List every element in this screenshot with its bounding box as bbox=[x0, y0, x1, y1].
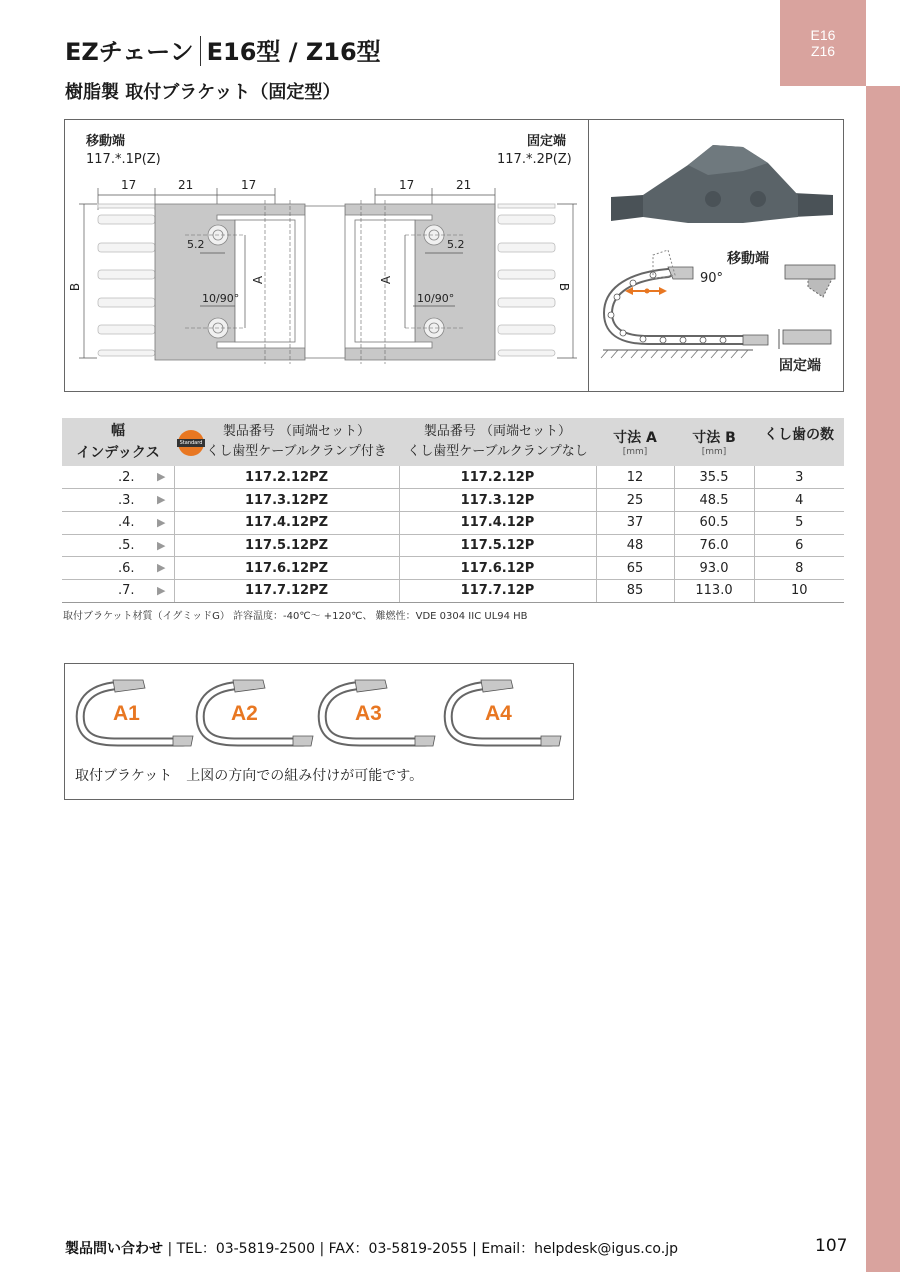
row-index-text: .5. bbox=[118, 537, 135, 553]
tab-line-2: Z16 bbox=[810, 43, 836, 59]
row-part-with-clamp: 117.7.12PZ bbox=[174, 579, 399, 602]
footer-contact bbox=[65, 1238, 678, 1258]
row-dim-b: 60.5 bbox=[674, 511, 754, 534]
row-index-text: .7. bbox=[118, 583, 135, 599]
row-teeth: 3 bbox=[754, 466, 844, 489]
section-tab[interactable] bbox=[780, 0, 866, 86]
row-part-without-clamp: 117.7.12P bbox=[399, 579, 596, 602]
side-rail bbox=[866, 86, 900, 1272]
row-arrow-icon: ▶ bbox=[157, 470, 166, 483]
row-index bbox=[62, 534, 174, 557]
th-col2-l1: 製品番号 （両端セット） bbox=[423, 424, 572, 439]
row-part-with-clamp: 117.5.12PZ bbox=[174, 534, 399, 557]
row-arrow-icon: ▶ bbox=[157, 561, 166, 575]
table-row bbox=[62, 511, 844, 534]
row-arrow-icon: ▶ bbox=[157, 538, 166, 552]
row-index bbox=[62, 511, 174, 534]
page-subtitle: 樹脂製 取付ブラケット（固定型） bbox=[65, 82, 341, 103]
row-part-with-clamp: 117.4.12PZ bbox=[174, 511, 399, 534]
orientation-a3: A3 bbox=[355, 702, 382, 725]
row-part-without-clamp: 117.6.12P bbox=[399, 557, 596, 580]
th-col1-l2: くし歯型ケーブルクランプ付き bbox=[206, 444, 387, 459]
row-dim-a: 48 bbox=[596, 534, 674, 557]
orientation-a1: A1 bbox=[113, 702, 140, 725]
row-index bbox=[62, 557, 174, 580]
row-part-with-clamp: 117.3.12PZ bbox=[174, 489, 399, 512]
row-dim-b: 48.5 bbox=[674, 489, 754, 512]
row-index bbox=[62, 466, 174, 489]
dim-21-right: 21 bbox=[456, 178, 472, 192]
dim-21-left: 21 bbox=[178, 178, 194, 192]
row-teeth: 10 bbox=[754, 579, 844, 602]
th-width-l1: 幅 bbox=[111, 423, 125, 439]
th-col1-l1: 製品番号 （両端セット） bbox=[222, 424, 371, 439]
row-index-text: .6. bbox=[118, 560, 135, 576]
row-dim-a: 37 bbox=[596, 511, 674, 534]
row-dim-a: 85 bbox=[596, 579, 674, 602]
dim-17-left: 17 bbox=[121, 178, 137, 192]
dim-a-right: A bbox=[379, 275, 394, 285]
tab-line-1: E16 bbox=[810, 27, 836, 43]
drawing-divider bbox=[588, 120, 589, 391]
th-col1 bbox=[174, 418, 399, 466]
row-teeth: 5 bbox=[754, 511, 844, 534]
th-width-l2: インデックス bbox=[76, 445, 160, 461]
row-dim-a: 65 bbox=[596, 557, 674, 580]
side-moving-end-label: 移動端 bbox=[727, 251, 769, 267]
dim-b-right: B bbox=[557, 282, 572, 292]
th-dim-a-label: 寸法 A bbox=[613, 430, 657, 446]
th-dim-b-label: 寸法 B bbox=[692, 430, 736, 446]
dim-5-2-right: 5.2 bbox=[447, 238, 465, 251]
row-part-without-clamp: 117.4.12P bbox=[399, 511, 596, 534]
rail-top-blank bbox=[866, 0, 900, 86]
side-fixed-end-label: 固定端 bbox=[779, 358, 821, 374]
drawing-box bbox=[64, 119, 844, 392]
row-part-with-clamp: 117.2.12PZ bbox=[174, 466, 399, 489]
assembly-caption: 取付ブラケット 上図の方向での組み付けが可能です。 bbox=[75, 768, 424, 784]
dim-angle-right: 10/90° bbox=[417, 292, 455, 305]
page-number: 107 bbox=[815, 1236, 848, 1256]
dim-a-left: A bbox=[251, 275, 266, 285]
title-separator bbox=[200, 36, 201, 66]
dim-17-right: 17 bbox=[399, 178, 415, 192]
orientation-a2: A2 bbox=[231, 702, 258, 725]
th-col2 bbox=[399, 418, 596, 466]
th-teeth: くし歯の数 bbox=[754, 418, 844, 466]
table-row bbox=[62, 579, 844, 602]
page-title bbox=[65, 32, 381, 67]
row-dim-a: 25 bbox=[596, 489, 674, 512]
side-angle-label: 90° bbox=[700, 271, 724, 286]
bracket-3d-render bbox=[593, 135, 843, 245]
assembly-box bbox=[64, 663, 574, 800]
table-row bbox=[62, 466, 844, 489]
th-dim-a bbox=[596, 418, 674, 466]
row-dim-a: 12 bbox=[596, 466, 674, 489]
moving-end-label: 移動端 bbox=[86, 134, 126, 149]
table-row bbox=[62, 557, 844, 580]
th-width-index bbox=[62, 418, 174, 466]
row-dim-b: 113.0 bbox=[674, 579, 754, 602]
th-col2-l2: くし歯型ケーブルクランプなし bbox=[407, 444, 588, 459]
th-dim-b bbox=[674, 418, 754, 466]
row-part-without-clamp: 117.3.12P bbox=[399, 489, 596, 512]
row-part-without-clamp: 117.5.12P bbox=[399, 534, 596, 557]
dim-5-2-left: 5.2 bbox=[187, 238, 205, 251]
row-part-with-clamp: 117.6.12PZ bbox=[174, 557, 399, 580]
product-table bbox=[62, 418, 844, 603]
row-arrow-icon: ▶ bbox=[157, 583, 166, 597]
footer-details: | TEL：03-5819-2500 | FAX：03-5819-2055 | Email：helpdesk@igus.co.jp bbox=[163, 1241, 678, 1257]
dim-angle-left: 10/90° bbox=[202, 292, 240, 305]
fixed-end-label: 固定端 bbox=[527, 134, 567, 149]
bracket-drawing bbox=[65, 120, 587, 391]
row-teeth: 6 bbox=[754, 534, 844, 557]
dim-17-mid: 17 bbox=[241, 178, 257, 192]
th-dim-b-unit: [mm] bbox=[701, 447, 727, 457]
table-row bbox=[62, 534, 844, 557]
row-dim-b: 76.0 bbox=[674, 534, 754, 557]
fixed-part-no: 117.*.2P(Z) bbox=[497, 152, 572, 167]
orientation-a4: A4 bbox=[485, 702, 512, 725]
dim-b-left: B bbox=[68, 282, 83, 292]
th-dim-a-unit: [mm] bbox=[622, 447, 648, 457]
row-arrow-icon: ▶ bbox=[157, 515, 166, 529]
row-index-text: .4. bbox=[118, 515, 135, 531]
table-header-row bbox=[62, 418, 844, 466]
row-part-without-clamp: 117.2.12P bbox=[399, 466, 596, 489]
row-dim-b: 93.0 bbox=[674, 557, 754, 580]
footer-lead: 製品問い合わせ bbox=[65, 1241, 163, 1257]
row-arrow-icon: ▶ bbox=[157, 493, 166, 507]
row-dim-b: 35.5 bbox=[674, 466, 754, 489]
table-row bbox=[62, 489, 844, 512]
standard-badge-icon bbox=[178, 430, 204, 456]
row-index-text: .3. bbox=[118, 492, 135, 508]
moving-part-no: 117.*.1P(Z) bbox=[86, 152, 161, 167]
row-teeth: 8 bbox=[754, 557, 844, 580]
title-part-b: E16型 / Z16型 bbox=[206, 38, 381, 66]
material-note: 取付ブラケット材質（イグミッドG） 許容温度：-40℃～ +120℃、 難燃性：VDE 0304 IIC UL94 HB bbox=[63, 611, 528, 622]
row-index-text: .2. bbox=[118, 469, 135, 485]
row-teeth: 4 bbox=[754, 489, 844, 512]
title-part-a: EZチェーン bbox=[65, 38, 194, 66]
row-index bbox=[62, 489, 174, 512]
standard-badge-text: Standard bbox=[177, 439, 205, 447]
row-index bbox=[62, 579, 174, 602]
